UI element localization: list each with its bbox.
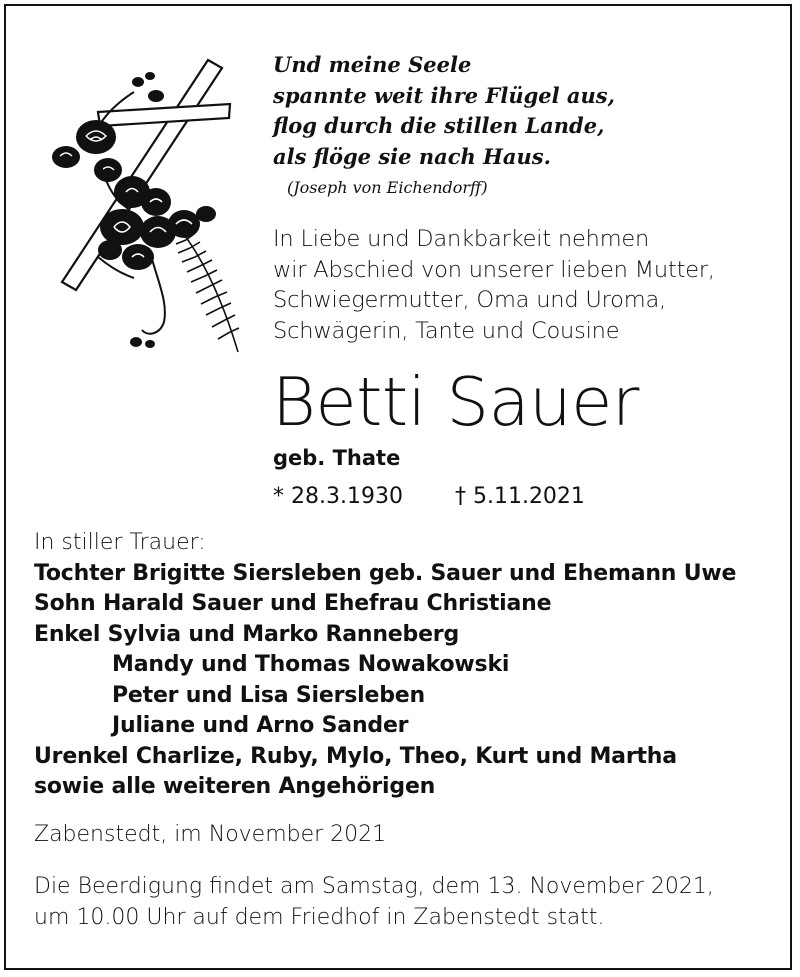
intro-line: Schwiegermutter, Oma und Uroma, [273, 287, 666, 313]
poem-line: flog durch die stillen Lande, [273, 113, 605, 138]
mourner-line: Juliane und Arno Sander [112, 713, 409, 738]
mourner-line: Urenkel Charlize, Ruby, Mylo, Theo, Kurt und Martha [34, 743, 677, 769]
poem-line: spannte weit ihre Flügel aus, [273, 82, 615, 108]
poem-line: als flöge sie nach Haus. [273, 143, 551, 169]
mourner-line: Peter und Lisa Siersleben [112, 682, 425, 708]
intro-line: wir Abschied von unserer lieben Mutter, [273, 256, 715, 283]
funeral-line: Die Beerdigung findet am Samstag, dem 13. November 2021, [34, 874, 714, 899]
mourner-line: Tochter Brigitte Siersleben geb. Sauer und Ehemann Uwe [34, 560, 737, 586]
funeral-line: um 10.00 Uhr auf dem Friedhof in Zabenstedt statt. [34, 904, 605, 930]
cross-with-roses-icon [38, 52, 248, 357]
birth-name: geb. Thate [273, 446, 401, 470]
mourner-line: Enkel Sylvia und Marko Ranneberg [34, 621, 459, 647]
life-dates [273, 484, 585, 509]
poem-verse [273, 50, 773, 172]
mourner-line: Sohn Harald Sauer und Ehefrau Christiane [34, 591, 552, 616]
mourning-heading: In stiller Trauer: [34, 530, 206, 555]
place-date: Zabenstedt, im November 2021 [34, 822, 387, 847]
mourners-list [34, 528, 784, 803]
intro-line: Schwägerin, Tante und Cousine [273, 317, 620, 344]
poem-author: (Joseph von Eichendorff) [287, 178, 488, 197]
funeral-info [34, 872, 774, 933]
mourner-line: sowie alle weiteren Angehörigen [34, 774, 436, 799]
deceased-name: Betti Sauer [272, 363, 639, 441]
intro-text [273, 224, 783, 346]
death-date: † 5.11.2021 [454, 484, 585, 509]
mourner-line: Mandy und Thomas Nowakowski [112, 652, 510, 677]
birth-date: * 28.3.1930 [273, 484, 403, 509]
intro-line: In Liebe und Dankbarkeit nehmen [273, 226, 650, 252]
poem-line: Und meine Seele [273, 52, 472, 77]
